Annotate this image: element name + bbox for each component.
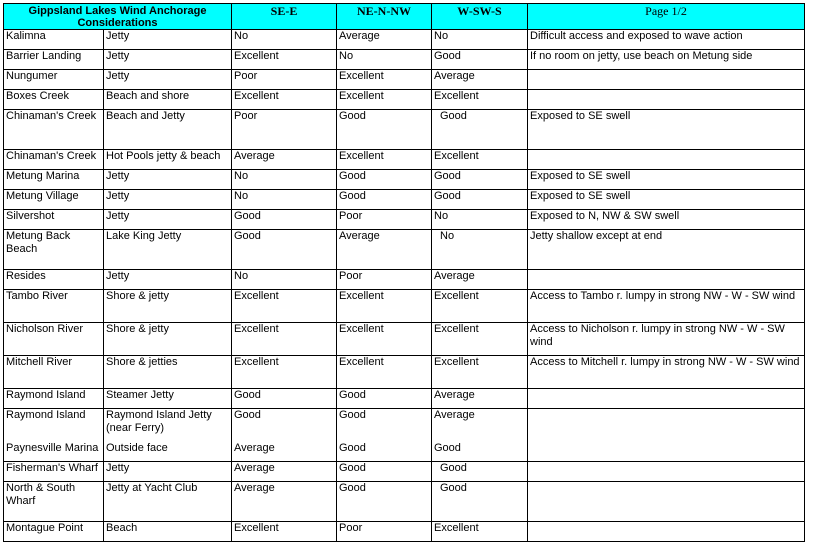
rating-text: Good bbox=[440, 482, 467, 494]
header-se-e: SE-E bbox=[232, 4, 337, 30]
table-row bbox=[4, 70, 805, 90]
notes-cell: Jetty shallow except at end bbox=[528, 230, 805, 270]
se-e-rating-cell: Excellent bbox=[232, 323, 337, 356]
w-sw-s-rating-cell: No bbox=[432, 210, 528, 230]
w-sw-s-rating-cell: Excellent bbox=[432, 522, 528, 542]
table-row bbox=[4, 522, 805, 542]
table-row bbox=[4, 356, 805, 389]
notes-cell bbox=[528, 462, 805, 482]
location-cell: Kalimna bbox=[4, 30, 104, 50]
notes-cell bbox=[528, 409, 805, 462]
anchorage-type-cell: Jetty bbox=[104, 190, 232, 210]
rating-text: Good bbox=[339, 442, 366, 454]
location-cell bbox=[4, 482, 104, 522]
table-row bbox=[4, 290, 805, 323]
se-e-rating-cell: Good bbox=[232, 210, 337, 230]
location-cell: Tambo River bbox=[4, 290, 104, 323]
location-cell: Nicholson River bbox=[4, 323, 104, 356]
location-cell: Fisherman's Wharf bbox=[4, 462, 104, 482]
header-row bbox=[4, 4, 805, 30]
se-e-rating-cell: Average bbox=[232, 462, 337, 482]
notes-cell bbox=[528, 389, 805, 409]
type-line: Raymond Island Jetty (near Ferry) bbox=[106, 409, 212, 434]
rating-text: Average bbox=[434, 409, 475, 421]
notes-cell bbox=[528, 270, 805, 290]
location-cell bbox=[4, 230, 104, 270]
se-e-rating-cell: Excellent bbox=[232, 90, 337, 110]
se-e-rating-cell: No bbox=[232, 30, 337, 50]
ne-n-nw-rating-cell bbox=[337, 409, 432, 462]
w-sw-s-rating-cell: Average bbox=[432, 270, 528, 290]
se-e-rating-cell: Excellent bbox=[232, 522, 337, 542]
anchorage-type-cell: Jetty bbox=[104, 270, 232, 290]
w-sw-s-rating-cell: Excellent bbox=[432, 290, 528, 323]
notes-cell: If no room on jetty, use beach on Metung side bbox=[528, 50, 805, 70]
type-line: Outside face bbox=[106, 442, 168, 454]
location-cell: Silvershot bbox=[4, 210, 104, 230]
se-e-rating-cell: Excellent bbox=[232, 356, 337, 389]
w-sw-s-rating-cell bbox=[432, 230, 528, 270]
table-row bbox=[4, 30, 805, 50]
anchorage-type-cell: Beach bbox=[104, 522, 232, 542]
location-cell: Raymond Island bbox=[4, 389, 104, 409]
notes-cell: Exposed to SE swell bbox=[528, 170, 805, 190]
se-e-rating-cell: Excellent bbox=[232, 290, 337, 323]
ne-n-nw-rating-cell: Good bbox=[337, 482, 432, 522]
location-line: Wharf bbox=[6, 495, 36, 507]
table-row bbox=[4, 90, 805, 110]
notes-cell: Exposed to SE swell bbox=[528, 190, 805, 210]
se-e-rating-cell: Good bbox=[232, 230, 337, 270]
ne-n-nw-rating-cell: Good bbox=[337, 110, 432, 150]
anchorage-type-cell: Beach and shore bbox=[104, 90, 232, 110]
ne-n-nw-rating-cell: Excellent bbox=[337, 90, 432, 110]
table-row bbox=[4, 50, 805, 70]
table-row bbox=[4, 409, 805, 462]
se-e-rating-cell: Excellent bbox=[232, 50, 337, 70]
w-sw-s-rating-cell: Average bbox=[432, 70, 528, 90]
table-row bbox=[4, 150, 805, 170]
location-cell: Chinaman's Creek bbox=[4, 110, 104, 150]
rating-text: Good bbox=[434, 442, 461, 454]
location-line: Metung Back bbox=[6, 230, 71, 242]
notes-cell: Access to Mitchell r. lumpy in strong NW - W - SW wind bbox=[528, 356, 805, 389]
anchorage-type-cell: Shore & jetty bbox=[104, 323, 232, 356]
rating-text: No bbox=[440, 230, 455, 242]
location-cell: Metung Marina bbox=[4, 170, 104, 190]
se-e-rating-cell: Poor bbox=[232, 110, 337, 150]
w-sw-s-rating-cell bbox=[432, 409, 528, 462]
table-row bbox=[4, 170, 805, 190]
table-row bbox=[4, 230, 805, 270]
table-row bbox=[4, 482, 805, 522]
ne-n-nw-rating-cell: Good bbox=[337, 389, 432, 409]
anchorage-type-cell: Shore & jetty bbox=[104, 290, 232, 323]
anchorage-table bbox=[3, 3, 805, 542]
se-e-rating-cell: Good bbox=[232, 389, 337, 409]
page-number: Page 1/2 bbox=[528, 4, 805, 30]
rating-text: Good bbox=[339, 409, 366, 421]
notes-cell bbox=[528, 150, 805, 170]
location-cell: Metung Village bbox=[4, 190, 104, 210]
location-line: Paynesville Marina bbox=[6, 442, 99, 454]
ne-n-nw-rating-cell: Good bbox=[337, 190, 432, 210]
location-line: Beach bbox=[6, 243, 38, 255]
ne-n-nw-rating-cell: Average bbox=[337, 30, 432, 50]
se-e-rating-cell: No bbox=[232, 170, 337, 190]
table-row bbox=[4, 389, 805, 409]
w-sw-s-rating-cell: Good bbox=[432, 50, 528, 70]
location-line: Raymond Island bbox=[6, 409, 86, 421]
header-ne-n-nw: NE-N-NW bbox=[337, 4, 432, 30]
notes-cell bbox=[528, 90, 805, 110]
ne-n-nw-rating-cell: Poor bbox=[337, 270, 432, 290]
anchorage-type-cell: Jetty bbox=[104, 30, 232, 50]
rating-text: Good bbox=[440, 462, 467, 474]
se-e-rating-cell: Average bbox=[232, 482, 337, 522]
location-cell: Boxes Creek bbox=[4, 90, 104, 110]
rating-text: Average bbox=[234, 442, 275, 454]
w-sw-s-rating-cell: No bbox=[432, 30, 528, 50]
anchorage-type-cell: Jetty bbox=[104, 50, 232, 70]
ne-n-nw-rating-cell: No bbox=[337, 50, 432, 70]
notes-cell bbox=[528, 522, 805, 542]
w-sw-s-rating-cell: Good bbox=[432, 170, 528, 190]
ne-n-nw-rating-cell: Excellent bbox=[337, 323, 432, 356]
location-cell: Resides bbox=[4, 270, 104, 290]
se-e-rating-cell: Poor bbox=[232, 70, 337, 90]
ne-n-nw-rating-cell: Excellent bbox=[337, 290, 432, 323]
anchorage-type-cell: Jetty at Yacht Club bbox=[104, 482, 232, 522]
anchorage-type-cell: Jetty bbox=[104, 170, 232, 190]
location-cell bbox=[4, 409, 104, 462]
se-e-rating-cell: Average bbox=[232, 150, 337, 170]
anchorage-type-cell: Beach and Jetty bbox=[104, 110, 232, 150]
ne-n-nw-rating-cell: Excellent bbox=[337, 70, 432, 90]
se-e-rating-cell: No bbox=[232, 270, 337, 290]
table-row bbox=[4, 210, 805, 230]
rating-text: Good bbox=[440, 110, 467, 122]
anchorage-type-cell: Shore & jetties bbox=[104, 356, 232, 389]
location-cell: Barrier Landing bbox=[4, 50, 104, 70]
table-title: Gippsland Lakes Wind Anchorage Considerations bbox=[4, 4, 232, 30]
anchorage-type-cell: Steamer Jetty bbox=[104, 389, 232, 409]
header-w-sw-s: W-SW-S bbox=[432, 4, 528, 30]
ne-n-nw-rating-cell: Poor bbox=[337, 210, 432, 230]
location-cell: Montague Point bbox=[4, 522, 104, 542]
table-row bbox=[4, 462, 805, 482]
table-row bbox=[4, 190, 805, 210]
anchorage-type-cell: Jetty bbox=[104, 70, 232, 90]
w-sw-s-rating-cell bbox=[432, 482, 528, 522]
location-line: North & South bbox=[6, 482, 76, 494]
ne-n-nw-rating-cell: Excellent bbox=[337, 356, 432, 389]
notes-cell bbox=[528, 482, 805, 522]
w-sw-s-rating-cell: Excellent bbox=[432, 90, 528, 110]
anchorage-type-cell bbox=[104, 409, 232, 462]
location-cell: Chinaman's Creek bbox=[4, 150, 104, 170]
notes-cell bbox=[528, 70, 805, 90]
notes-cell: Access to Nicholson r. lumpy in strong NW - W - SW wind bbox=[528, 323, 805, 356]
w-sw-s-rating-cell: Good bbox=[432, 190, 528, 210]
location-cell: Mitchell River bbox=[4, 356, 104, 389]
ne-n-nw-rating-cell: Average bbox=[337, 230, 432, 270]
table-row bbox=[4, 323, 805, 356]
ne-n-nw-rating-cell: Excellent bbox=[337, 150, 432, 170]
table-row bbox=[4, 270, 805, 290]
anchorage-type-cell: Jetty bbox=[104, 210, 232, 230]
table-row bbox=[4, 110, 805, 150]
w-sw-s-rating-cell bbox=[432, 110, 528, 150]
w-sw-s-rating-cell: Excellent bbox=[432, 150, 528, 170]
se-e-rating-cell: No bbox=[232, 190, 337, 210]
location-cell: Nungumer bbox=[4, 70, 104, 90]
ne-n-nw-rating-cell: Poor bbox=[337, 522, 432, 542]
ne-n-nw-rating-cell: Good bbox=[337, 462, 432, 482]
notes-cell: Access to Tambo r. lumpy in strong NW - W - SW wind bbox=[528, 290, 805, 323]
w-sw-s-rating-cell: Excellent bbox=[432, 356, 528, 389]
anchorage-type-cell: Jetty bbox=[104, 462, 232, 482]
ne-n-nw-rating-cell: Good bbox=[337, 170, 432, 190]
notes-cell: Difficult access and exposed to wave action bbox=[528, 30, 805, 50]
se-e-rating-cell bbox=[232, 409, 337, 462]
notes-cell: Exposed to N, NW & SW swell bbox=[528, 210, 805, 230]
notes-cell: Exposed to SE swell bbox=[528, 110, 805, 150]
w-sw-s-rating-cell bbox=[432, 462, 528, 482]
anchorage-type-cell: Lake King Jetty bbox=[104, 230, 232, 270]
w-sw-s-rating-cell: Average bbox=[432, 389, 528, 409]
anchorage-type-cell: Hot Pools jetty & beach bbox=[104, 150, 232, 170]
w-sw-s-rating-cell: Excellent bbox=[432, 323, 528, 356]
rating-text: Good bbox=[234, 409, 261, 421]
